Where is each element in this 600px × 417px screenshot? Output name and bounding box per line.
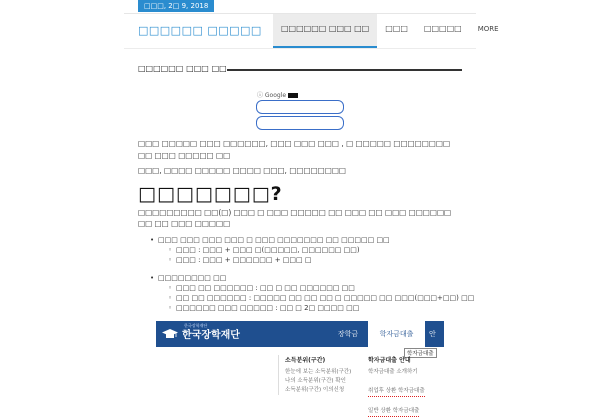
sub-list-item: ◦ □□□□□□ □□□ □□□□□ : □□ □ 2□ □□□□ □□ — [168, 303, 474, 313]
sub-list-item: ◦ □□□ : □□□ + □□□ □(□□□□□, □□□□□□ □□) — [168, 245, 390, 255]
paragraph-definition: □□□□□□□□□ □□(□) □□□ □ □□□ □□□□□ □□ □□□ □□ □□□ □□□□□□ □□ □□ □□□ □□□□□ — [138, 208, 452, 228]
sub-list-item: ◦ □□□ □□ □□□□□□ : □□ □ □□ □□□□□□ □□ — [168, 283, 474, 293]
tooltip: 학자금대출 — [404, 348, 437, 358]
sub-list — [158, 283, 474, 313]
nav-item-3[interactable]: □□□□□ — [423, 24, 462, 33]
nav-item-more[interactable]: MORE — [477, 25, 499, 33]
list-item-text: □□□ □□□ □□□ □□□ □ □□□ □□□□□□□ □□ □□□□□ □□ — [158, 236, 390, 244]
graduation-cap-icon — [162, 328, 178, 340]
kosaf-small-label: 한국장학재단 — [184, 323, 208, 328]
nav-item-2[interactable]: □□□ — [385, 24, 408, 33]
sub-list-item: ◦ □□□ : □□□ + □□□□□□ + □□□ □ — [168, 255, 390, 265]
sub-list-item: ◦ □□ □□ □□□□□□ : □□□□□ □□ □□ □□ □ □□□□□ □□ □□□(□□□+□□) □□ — [168, 293, 474, 303]
paragraph-keywords: □□□, □□□□ □□□□□ □□□□ □□□, □□□□□□□□ — [138, 166, 347, 175]
submenu-link[interactable]: 취업후 상환 학자금대출 — [368, 387, 425, 397]
article-heading: □□□□□□□? — [138, 183, 283, 205]
submenu-loan — [368, 355, 444, 417]
list-item — [150, 273, 474, 313]
submenu-heading: 학자금대출 안내 — [368, 357, 411, 364]
nav-divider — [124, 48, 476, 49]
section-rule — [227, 69, 462, 71]
site-logo[interactable]: □□□□□□ □□□□□ — [138, 24, 262, 37]
sub-list — [158, 245, 390, 265]
date-badge: □□□, 2□ 9, 2018 — [138, 0, 214, 12]
submenu-link[interactable]: 나의 소득분위(구간) 확인 — [285, 378, 346, 384]
tab-guide[interactable]: 안 — [429, 330, 436, 338]
ad-label-text: ⓘ Google — [257, 92, 287, 99]
ad-redacted-box — [288, 93, 298, 98]
search-field-2[interactable] — [256, 116, 344, 130]
submenu-link[interactable]: 학자금대출 소개하기 — [368, 369, 418, 375]
tab-student-loan[interactable]: 학자금대출 — [368, 321, 425, 347]
tab-scholarship[interactable]: 장학금 — [337, 330, 359, 338]
submenu-link[interactable]: 한눈에 보는 소득분위(구간) — [285, 369, 352, 375]
kosaf-name: 한국장학재단 — [182, 330, 240, 341]
list-section-2 — [150, 273, 474, 313]
search-field-1[interactable] — [256, 100, 344, 114]
list-section-1 — [150, 235, 390, 265]
submenu-link[interactable]: 일반 상환 학자금대출 — [368, 407, 419, 417]
list-item-text: □□□□□□□□ □□ — [158, 274, 227, 282]
submenu-link[interactable]: 소득분위(구간) 이의신청 — [285, 387, 345, 393]
nav-item-1[interactable]: □□□□□□ □□□ □□ — [273, 14, 377, 48]
section-title: □□□□□□ □□□ □□ — [138, 64, 227, 73]
paragraph-intro: □□□ □□□□□ □□□ □□□□□□, □□□ □□□ □□□ , □ □□□□□ □□□□□□□□ □□ □□□ □□□□□ □□ — [138, 139, 451, 160]
google-ad-label — [257, 90, 298, 99]
embedded-screenshot — [156, 321, 444, 414]
submenu-heading: 소득분위(구간) — [285, 357, 326, 364]
list-item — [150, 235, 390, 265]
main-nav — [273, 14, 507, 48]
submenu-income — [278, 355, 365, 395]
